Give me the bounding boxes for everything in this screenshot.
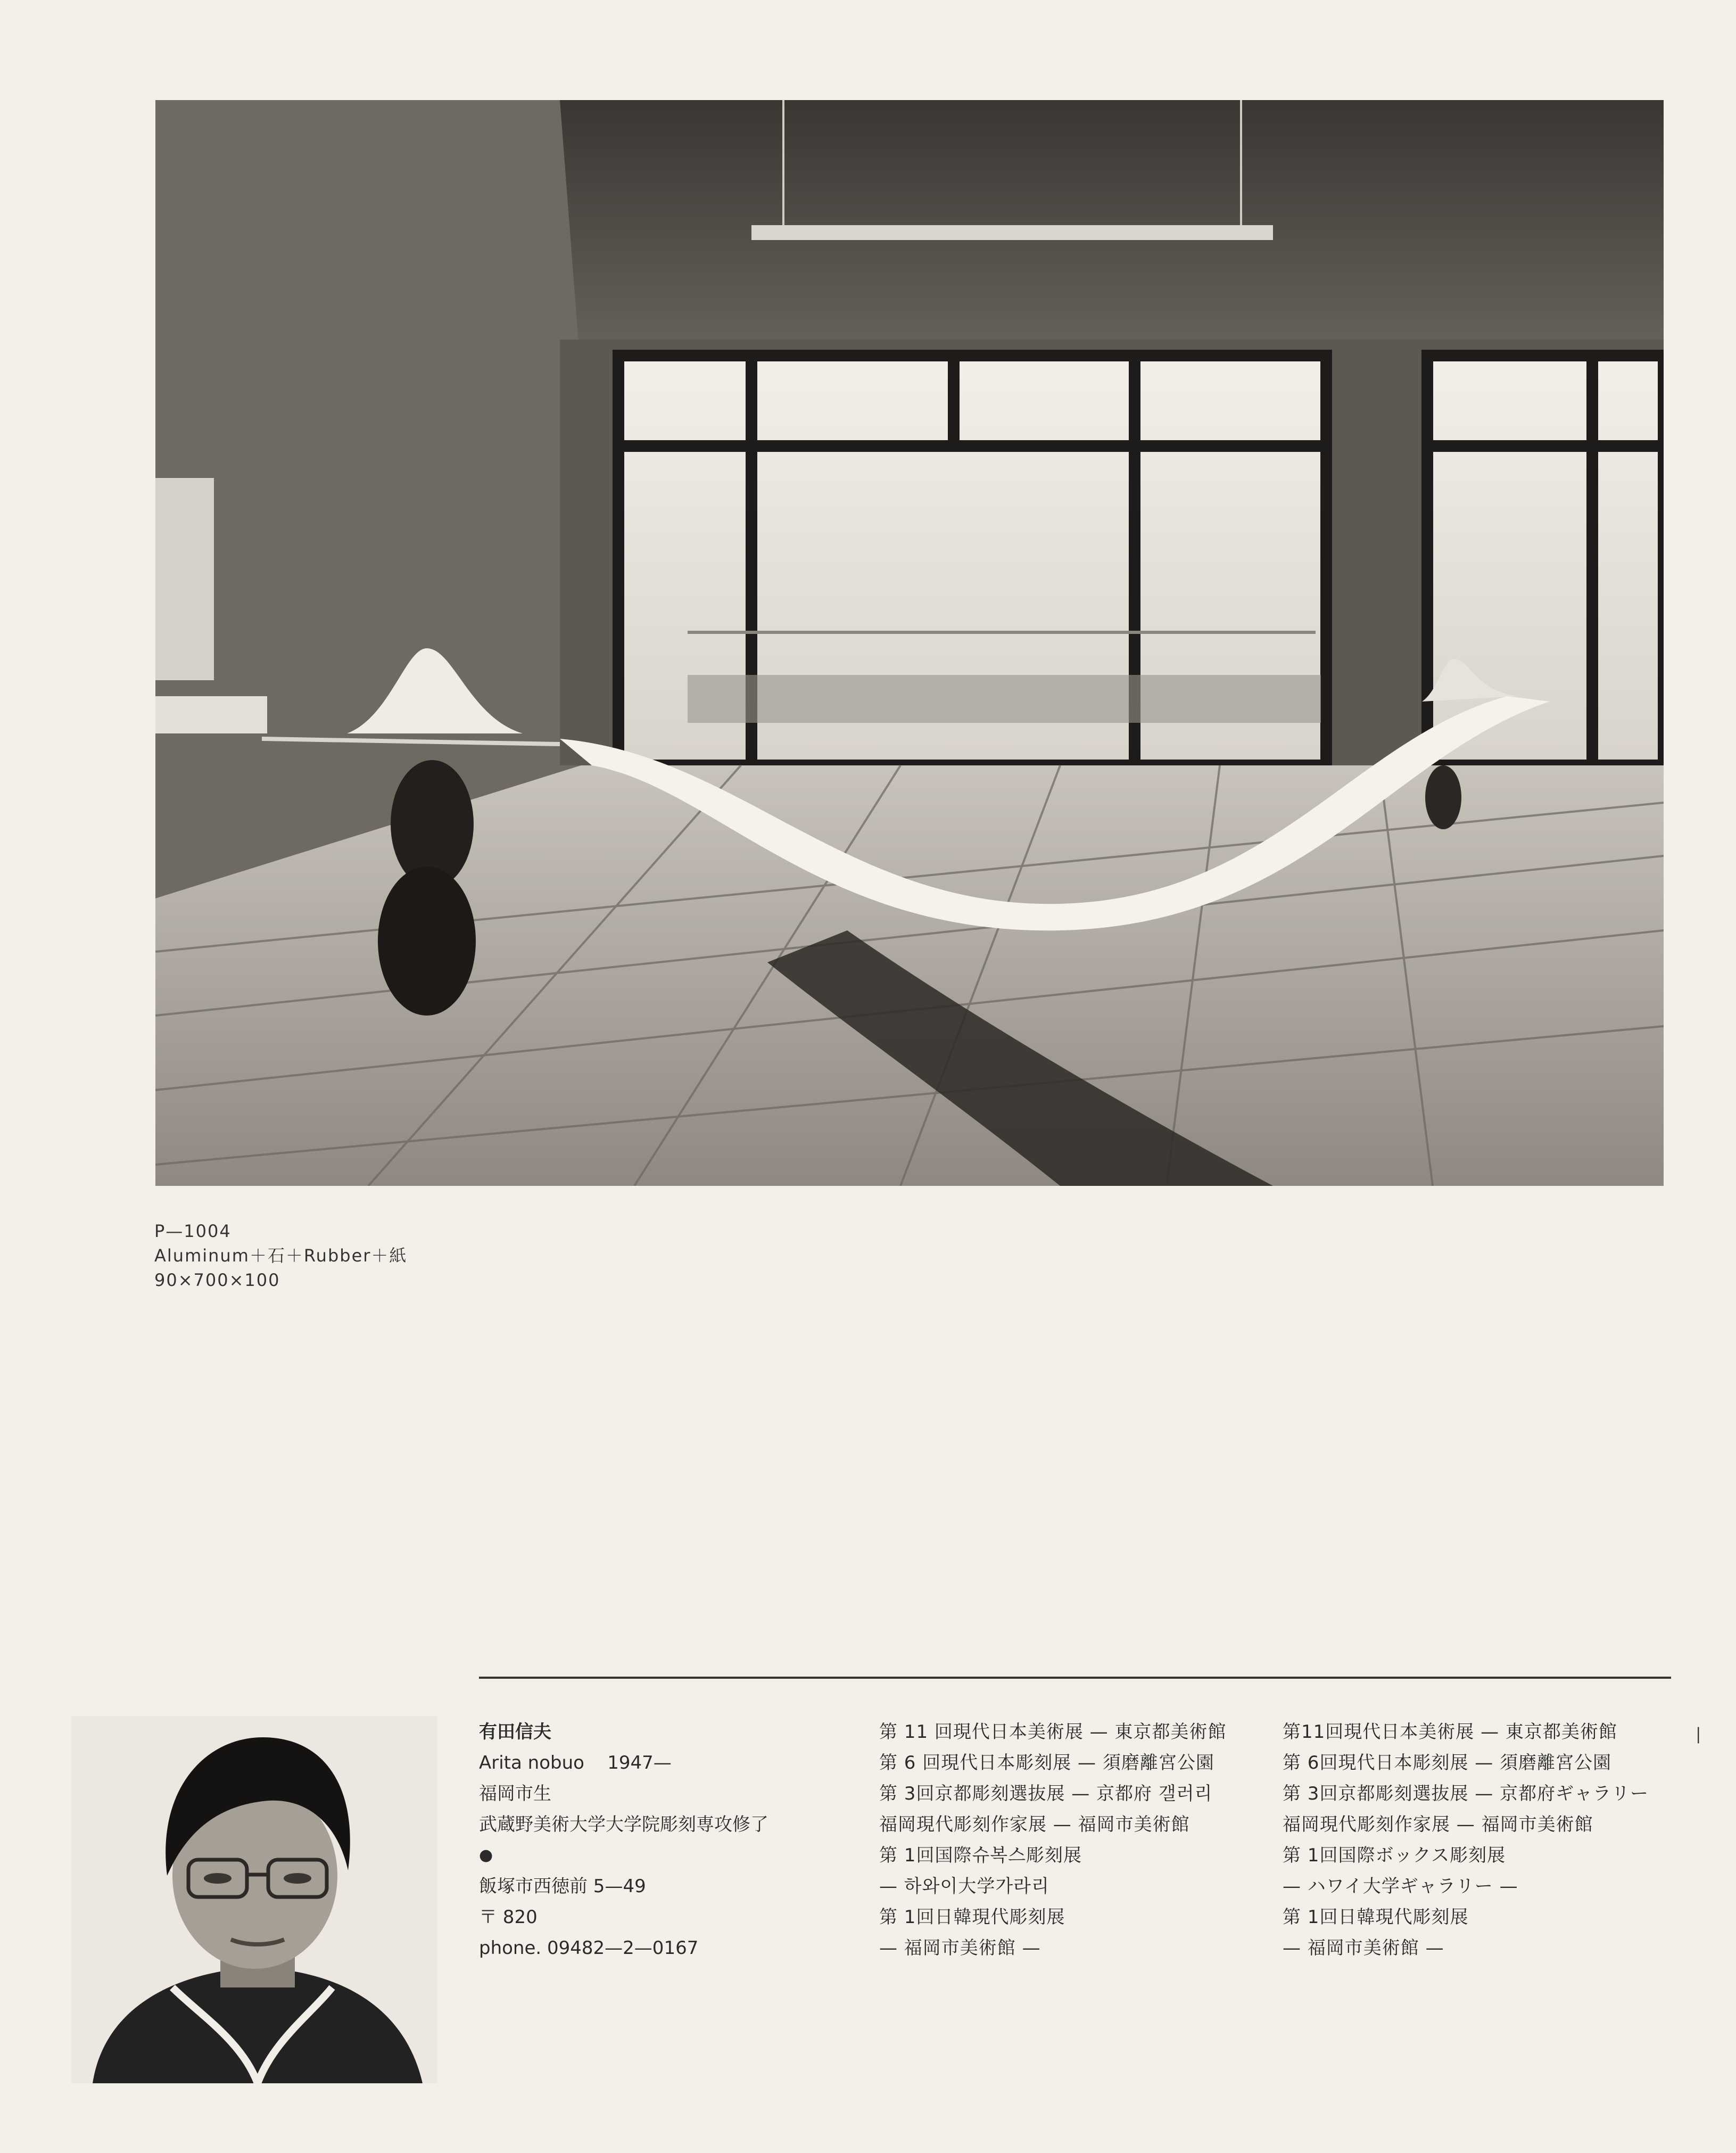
artist-name-line (479, 1747, 768, 1778)
exhibition-item: 第 1回日韓現代彫刻展 (1283, 1907, 1469, 1928)
exhibition-list-ja (1283, 1717, 1649, 1964)
artwork-materials: Aluminum＋石＋Rubber＋紙 (154, 1245, 408, 1266)
artwork-caption (154, 1219, 407, 1292)
section-divider (479, 1677, 1671, 1679)
exhibition-item: 第 1回国際슈복스彫刻展 (879, 1845, 1082, 1866)
exhibition-item: — 하와이大学가라리 (879, 1876, 1049, 1897)
portrait-image (71, 1716, 437, 2083)
artist-born: 1947— (607, 1752, 672, 1773)
page-mark: — (1689, 1726, 1710, 1744)
exhibition-item: — ハワイ大学ギャラリー — (1283, 1876, 1518, 1897)
exhibition-item: 第 1回国際ボックス彫刻展 (1283, 1845, 1506, 1866)
exhibition-item: 第 6回現代日本彫刻展 — 須磨離宮公園 (1283, 1752, 1612, 1773)
exhibition-item: 第 3回京都彫刻選抜展 — 京都府ギャラリー (1283, 1783, 1649, 1804)
artist-postal: 〒 820 (479, 1907, 538, 1928)
artwork-photo (155, 100, 1664, 1186)
artist-birthplace: 福岡市生 (479, 1783, 551, 1804)
gallery-installation-image (155, 100, 1664, 1186)
exhibition-item: 第 11 回現代日本美術展 — 東京都美術館 (879, 1721, 1227, 1743)
artist-phone: phone. 09482—2—0167 (479, 1937, 699, 1959)
exhibition-item: 第 3回京都彫刻選抜展 — 京都府 갤러리 (879, 1783, 1213, 1804)
artist-bio (479, 1717, 768, 1964)
artist-address: 飯塚市西徳前 5—49 (479, 1876, 646, 1897)
exhibition-item: — 福岡市美術館 — (1283, 1937, 1444, 1959)
artwork-dimensions: 90×700×100 (154, 1270, 280, 1290)
artist-name-ja: 有田信夫 (479, 1721, 551, 1743)
exhibition-item: 福岡現代彫刻作家展 — 福岡市美術館 (1283, 1814, 1593, 1835)
exhibition-list-ko (879, 1717, 1227, 1964)
exhibition-item: 第 6 回現代日本彫刻展 — 須磨離宮公園 (879, 1752, 1214, 1773)
artist-name-en: Arita nobuo (479, 1752, 584, 1773)
exhibition-item: 福岡現代彫刻作家展 — 福岡市美術館 (879, 1814, 1190, 1835)
exhibition-item: 第11回現代日本美術展 — 東京都美術館 (1283, 1721, 1617, 1743)
bullet-dot: ● (479, 1846, 493, 1865)
exhibition-item: 第 1回日韓現代彫刻展 (879, 1907, 1065, 1928)
artwork-code: P—1004 (154, 1221, 232, 1241)
exhibition-item: — 福岡市美術館 — (879, 1937, 1041, 1959)
artist-portrait (71, 1716, 437, 2083)
artist-education: 武蔵野美術大学大学院彫刻専攻修了 (479, 1814, 768, 1835)
